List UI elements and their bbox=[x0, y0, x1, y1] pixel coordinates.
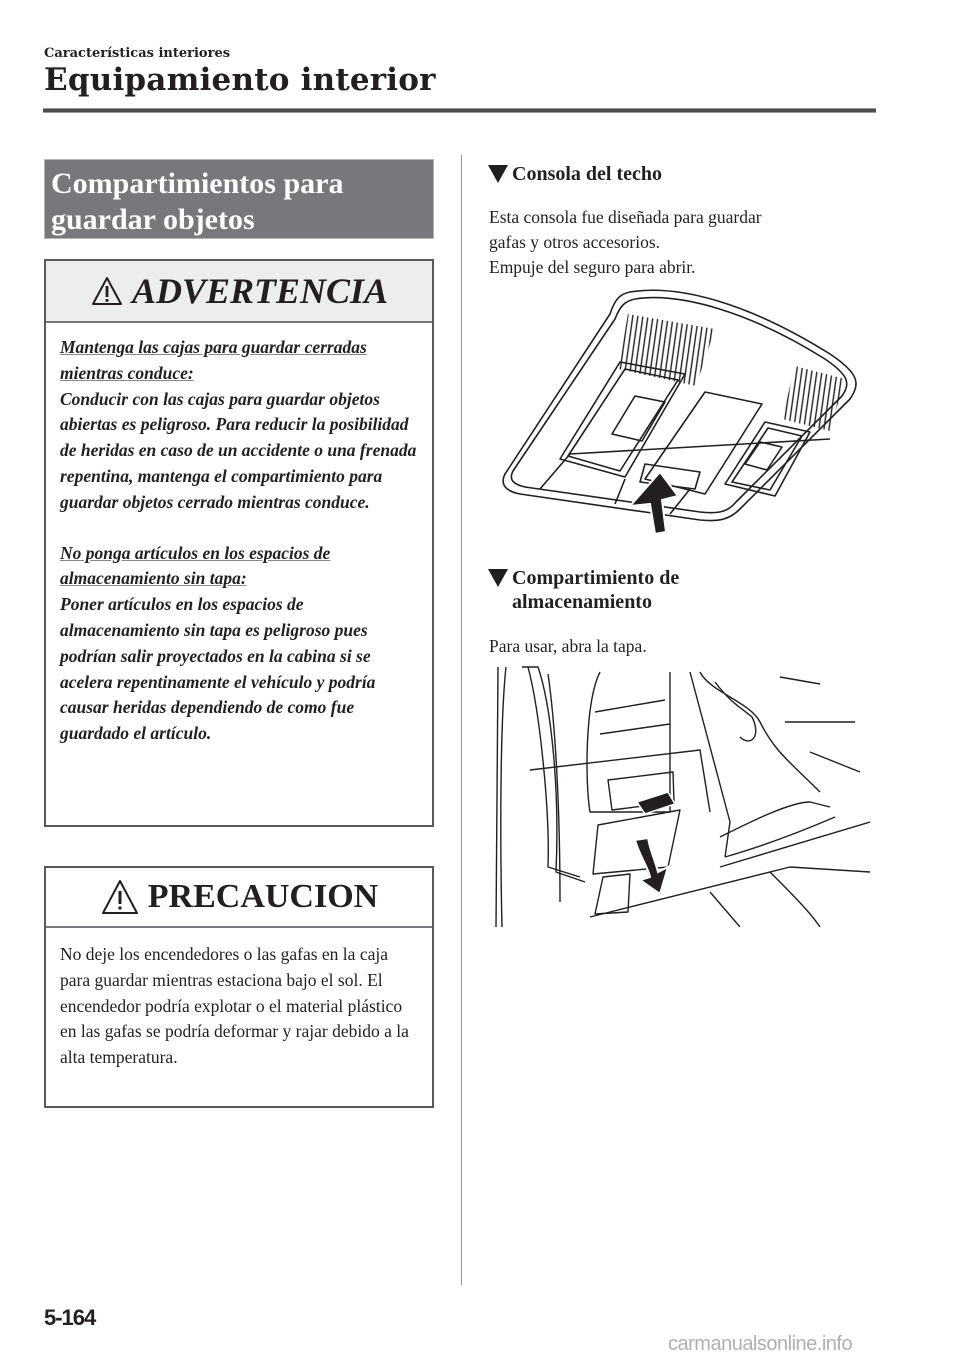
heading-line-2: almacenamiento bbox=[512, 591, 652, 613]
warning-box-header bbox=[46, 261, 432, 323]
warning-item-text: Poner artículos en los espacios de almacenamiento sin tapa es peligroso pues podrían salir proyectados en la cabina si se acelera repentinamente el vehículo y podría causar heridas dependiendo de como fue guardado el artículo. bbox=[60, 594, 376, 744]
text-line: Esta consola fue diseñada para guardar bbox=[489, 207, 762, 227]
section-heading bbox=[44, 159, 434, 239]
triangle-bullet-icon bbox=[488, 569, 508, 587]
page-title: Equipamiento interior bbox=[44, 62, 436, 98]
caution-label: PRECAUCION bbox=[147, 878, 379, 915]
text-line: Empuje del seguro para abrir. bbox=[489, 257, 696, 277]
section-heading-line-2: guardar objetos bbox=[51, 203, 255, 236]
warning-item-title: No ponga artículos en los espacios de almacenamiento sin tapa: bbox=[60, 542, 331, 589]
text-line: gafas y otros accesorios. bbox=[489, 232, 661, 252]
column-divider bbox=[461, 155, 462, 1285]
warning-item bbox=[60, 335, 418, 516]
subsection-heading-overhead-console bbox=[488, 162, 878, 186]
page-number: 5-164 bbox=[44, 1305, 96, 1330]
subsection-heading-text bbox=[512, 566, 679, 614]
subsection-heading-text: Consola del techo bbox=[512, 163, 662, 185]
storage-compartment-illustration bbox=[490, 662, 870, 927]
subsection-heading-storage-compartment bbox=[488, 566, 878, 614]
triangle-bullet-icon bbox=[488, 165, 508, 183]
warning-body bbox=[46, 323, 432, 757]
warning-item-text: Conducir con las cajas para guardar objetos abiertas es peligroso. Para reducir la posibilidad de heridas en caso de un accidente o una frenada repentina, mantenga el compartimiento para guardar objetos cerrado mientras conduce. bbox=[60, 388, 417, 512]
warning-triangle-icon bbox=[100, 878, 140, 916]
caution-body: No deje los encendedores o las gafas en la caja para guardar mientras estaciona bajo el sol. El encendedor podría explotar o el material plástico en las gafas se podría deformar y rajar debido a la alta temperatura. bbox=[60, 944, 409, 1068]
section-kicker: Características interiores bbox=[44, 46, 231, 61]
watermark: carmanualsonline.info bbox=[668, 1333, 853, 1355]
warning-item-title: Mantenga las cajas para guardar cerradas mientras conduce: bbox=[60, 337, 367, 383]
overhead-console-description bbox=[489, 205, 879, 280]
caution-box bbox=[44, 866, 434, 1108]
warning-item bbox=[60, 541, 418, 747]
header-divider bbox=[43, 108, 876, 113]
section-heading-line-1: Compartimientos para bbox=[51, 167, 344, 200]
heading-line-1: Compartimiento de bbox=[512, 567, 680, 589]
warning-box bbox=[44, 259, 434, 827]
warning-label: ADVERTENCIA bbox=[131, 271, 389, 311]
overhead-console-illustration bbox=[500, 284, 870, 544]
caution-box-header bbox=[46, 868, 432, 928]
storage-compartment-description: Para usar, abra la tapa. bbox=[489, 636, 647, 656]
warning-triangle-icon bbox=[90, 275, 124, 307]
